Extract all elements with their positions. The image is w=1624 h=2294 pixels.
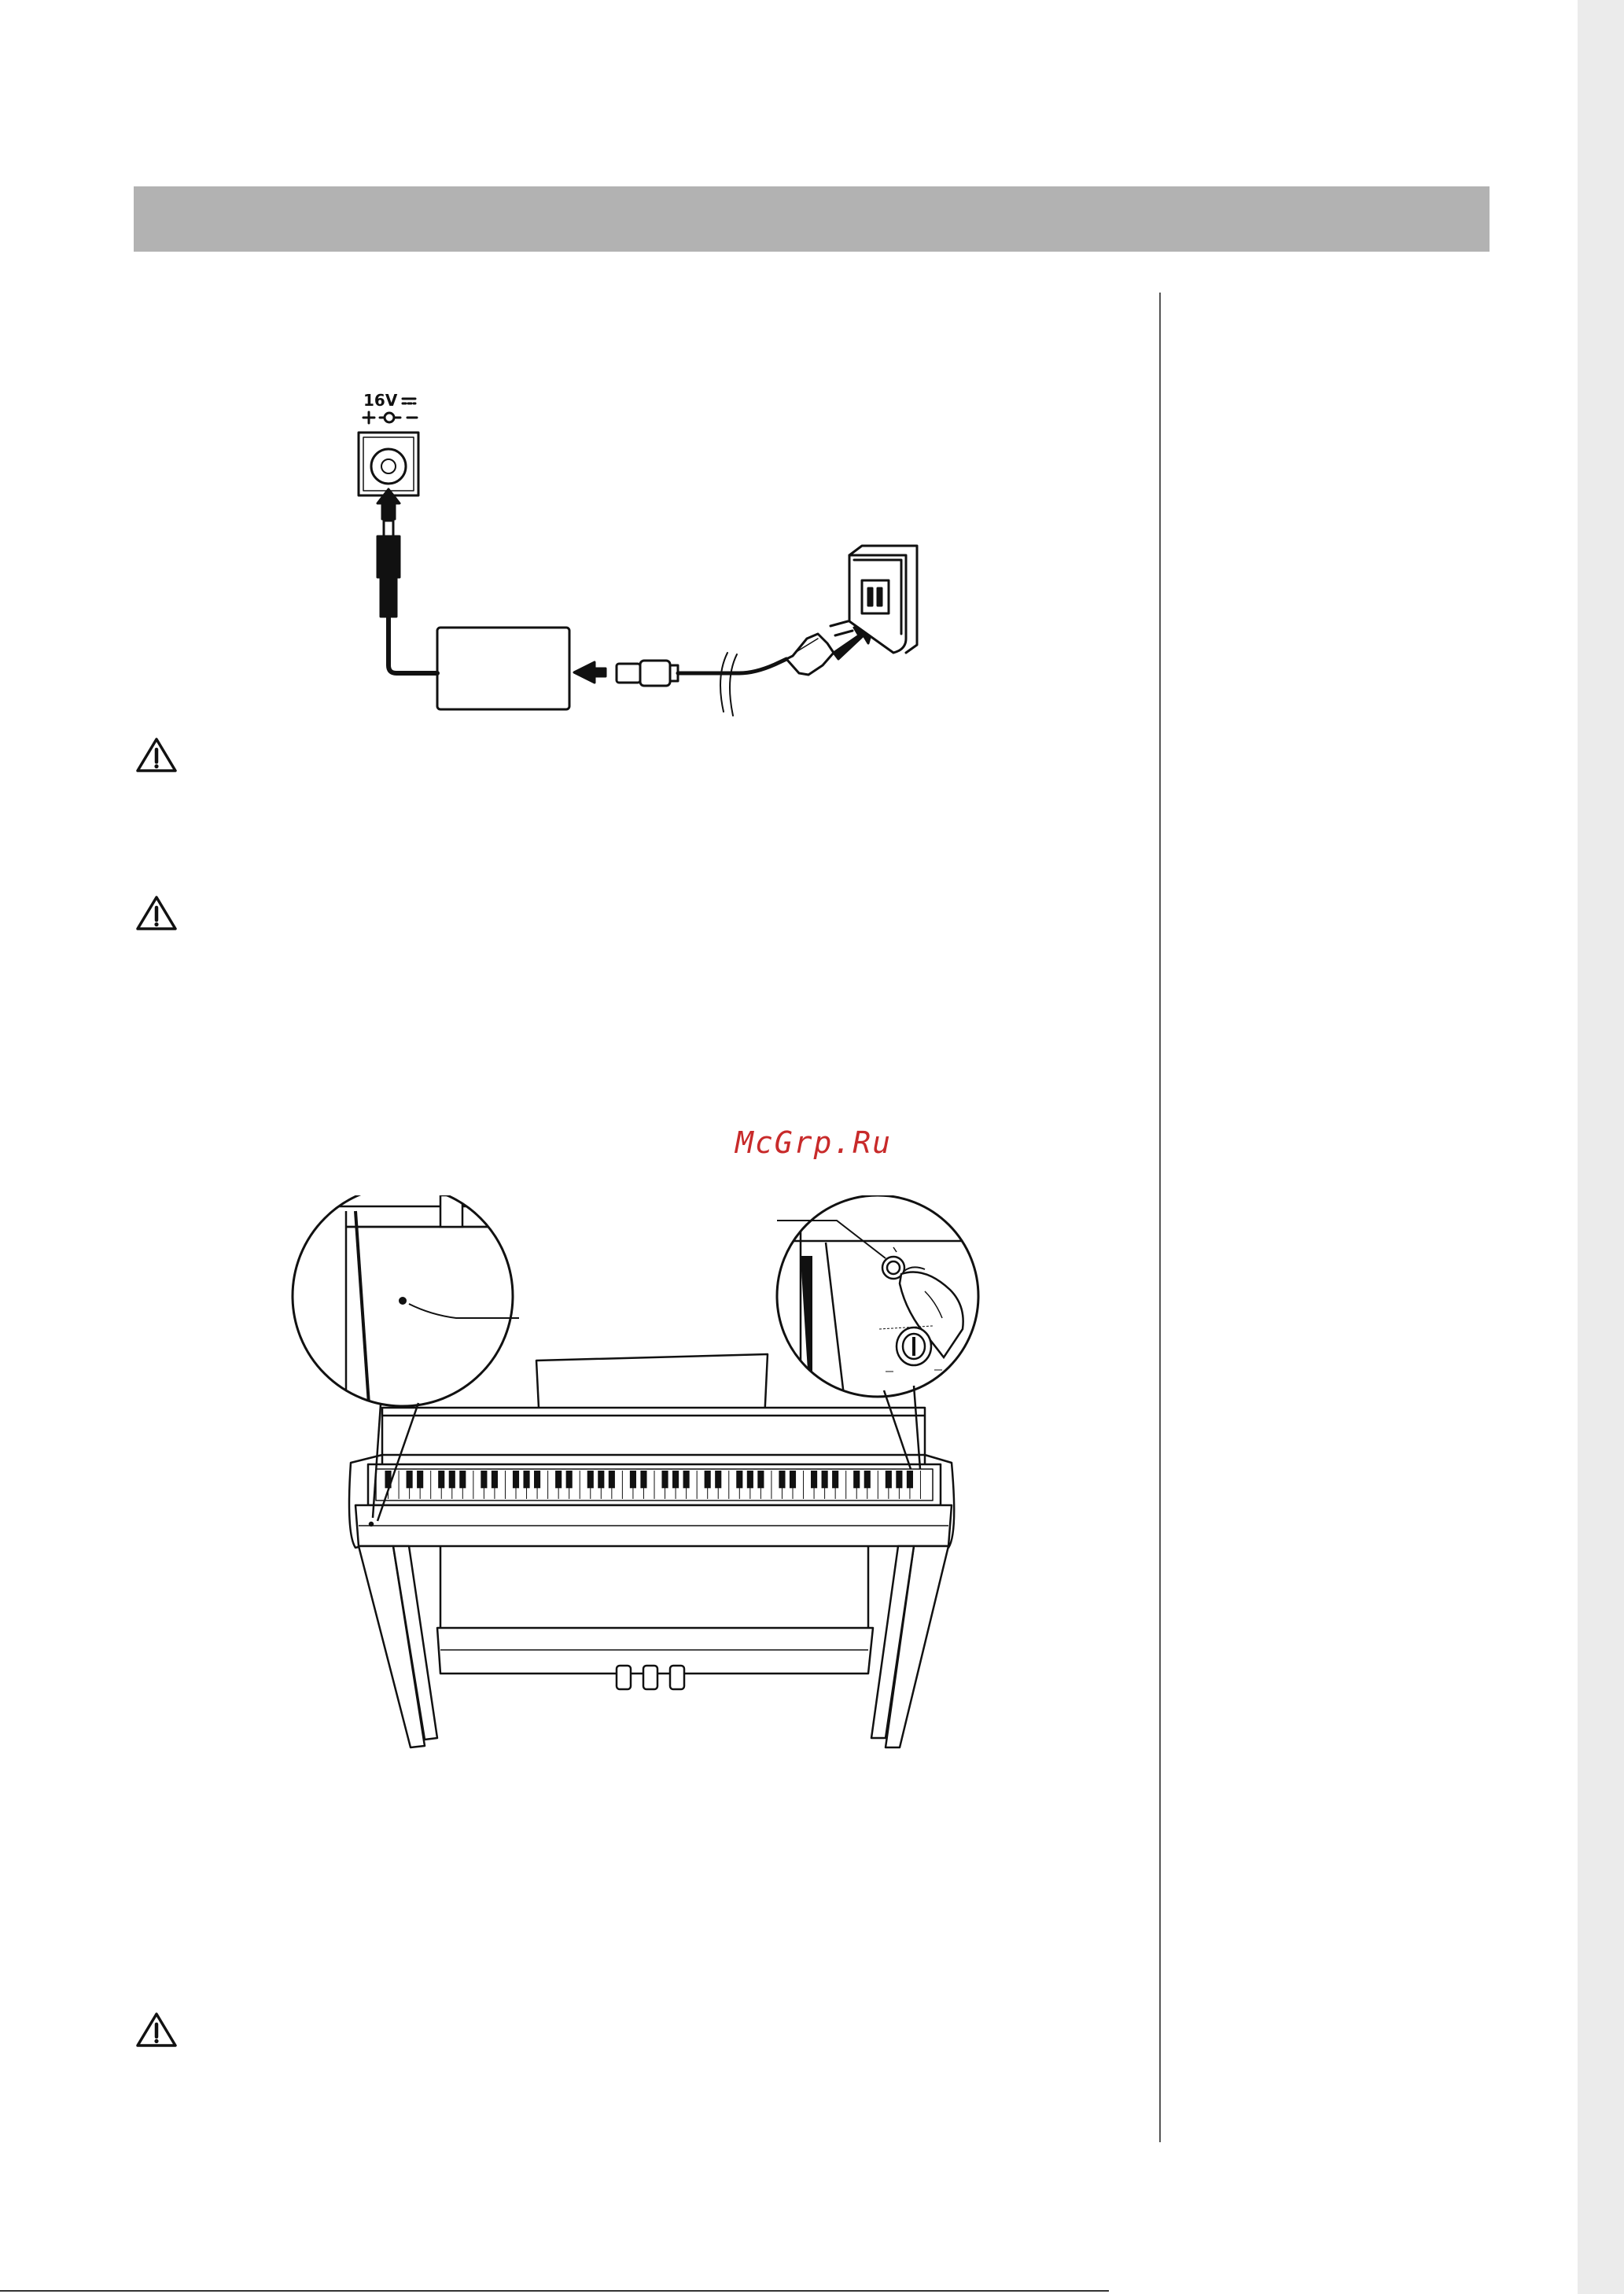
dc-jack-icon: [359, 399, 418, 495]
jack-voltage-label: 16V: [363, 391, 398, 410]
black-key: [438, 1471, 444, 1488]
black-key: [417, 1471, 423, 1488]
black-key: [534, 1471, 540, 1488]
black-key: [705, 1471, 711, 1488]
section-header-bar: [134, 186, 1490, 252]
warning-triangle-icon: [136, 895, 177, 931]
bottom-rule: [0, 2290, 1109, 2292]
black-key: [747, 1471, 753, 1488]
black-key: [640, 1471, 646, 1488]
black-key: [661, 1471, 668, 1488]
black-key: [790, 1471, 796, 1488]
black-key: [492, 1471, 498, 1488]
page-edge-strip: [1578, 0, 1624, 2294]
power-cord-icon: [617, 621, 875, 716]
black-key: [757, 1471, 764, 1488]
black-key: [513, 1471, 519, 1488]
black-key: [523, 1471, 529, 1488]
black-key: [736, 1471, 742, 1488]
black-key: [449, 1471, 455, 1488]
black-key: [609, 1471, 615, 1488]
black-key: [459, 1471, 466, 1488]
digital-piano-icon: [349, 1354, 954, 1747]
black-key: [864, 1471, 871, 1488]
black-key: [630, 1471, 636, 1488]
black-key: [896, 1471, 902, 1488]
black-key: [779, 1471, 785, 1488]
watermark-text: McGrp.Ru: [735, 1125, 893, 1160]
warning-triangle-icon: [136, 737, 177, 773]
black-key: [811, 1471, 817, 1488]
black-key: [907, 1471, 913, 1488]
warning-triangle-icon: [136, 2012, 177, 2048]
black-key: [598, 1471, 604, 1488]
ac-adaptor-icon: [437, 628, 569, 709]
black-key: [853, 1471, 860, 1488]
column-divider: [1159, 293, 1161, 2142]
black-key: [715, 1471, 721, 1488]
black-key: [407, 1471, 413, 1488]
black-key: [886, 1471, 892, 1488]
plug-arrow-icon: [377, 489, 400, 617]
black-key: [672, 1471, 679, 1488]
black-key: [832, 1471, 838, 1488]
black-key: [683, 1471, 690, 1488]
black-key: [822, 1471, 828, 1488]
black-key: [566, 1471, 573, 1488]
black-key: [587, 1471, 594, 1488]
piano-power-on-diagram: [283, 1195, 991, 1754]
black-key: [481, 1471, 487, 1488]
black-key: [555, 1471, 562, 1488]
power-connection-diagram: [346, 377, 944, 739]
